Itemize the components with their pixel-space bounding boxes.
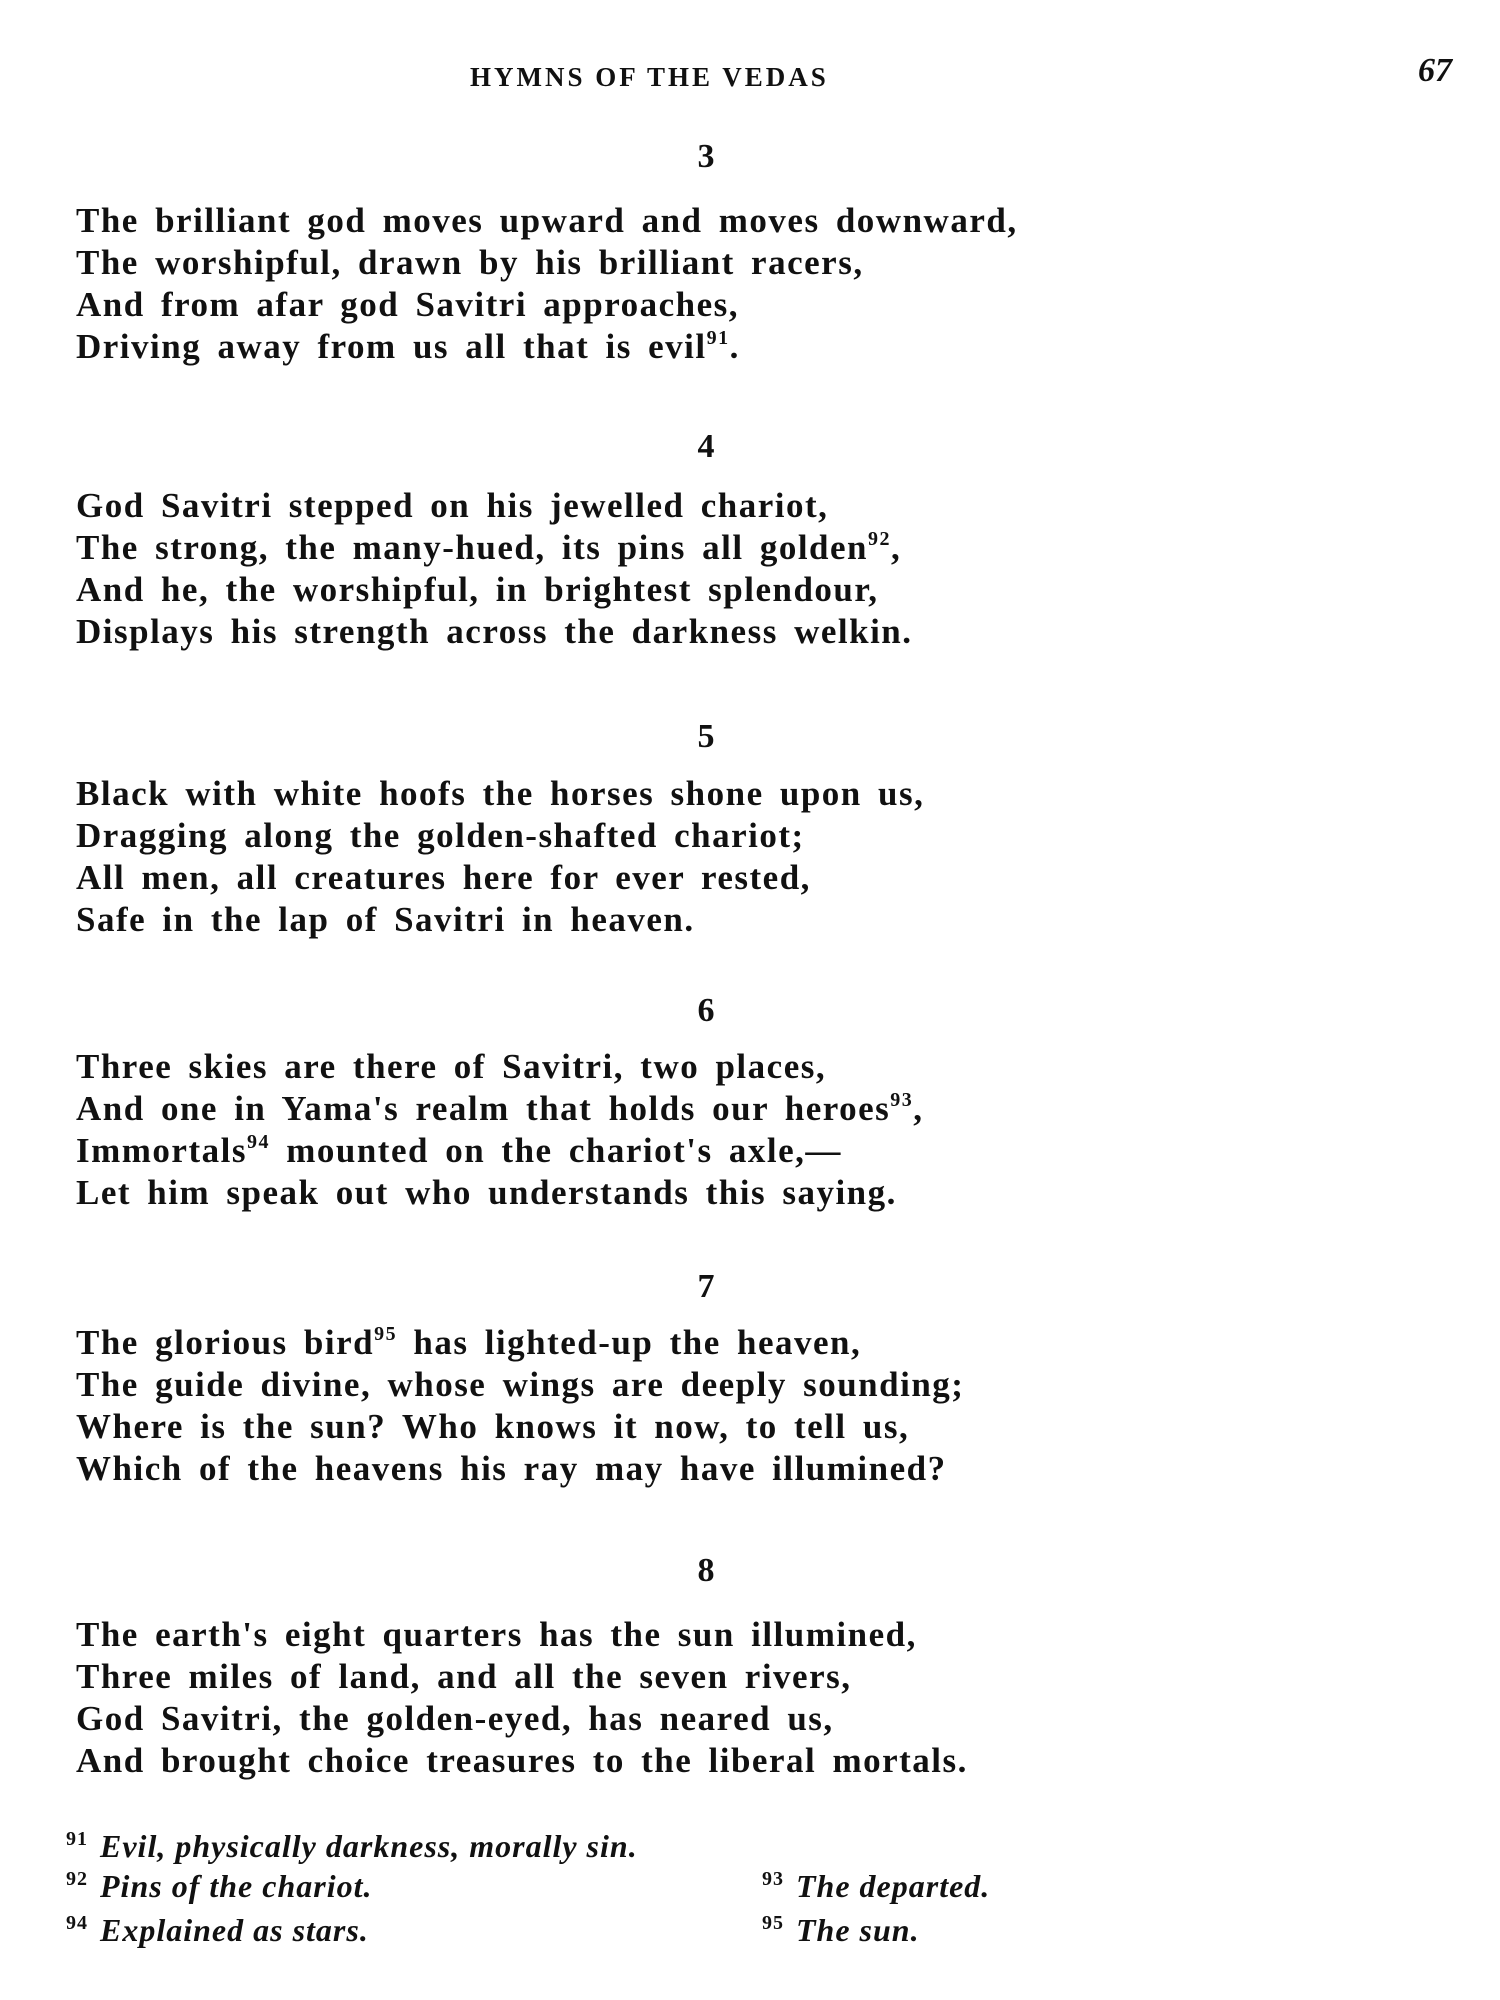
footnote-text: Evil, physically darkness, morally sin. <box>100 1828 638 1864</box>
verse-line: The strong, the many-hued, its pins all golden$^{92}$, <box>76 528 902 567</box>
verse-line: Three miles of land, and all the seven rivers, <box>76 1657 852 1696</box>
verse-line: The guide divine, whose wings are deeply sounding; <box>76 1365 965 1404</box>
verse-line: Where is the sun? Who knows it now, to tell us, <box>76 1407 910 1446</box>
verse-line: And he, the worshipful, in brightest splendour, <box>76 570 879 609</box>
verse-line: Which of the heavens his ray may have illumined? <box>76 1449 947 1488</box>
stanza-number: 8 <box>697 1552 715 1589</box>
footnote-mark: 95 <box>762 1912 784 1934</box>
verse-line: And brought choice treasures to the liberal mortals. <box>76 1741 968 1780</box>
footnote-text: The sun. <box>796 1912 920 1948</box>
verse-line: Three skies are there of Savitri, two places, <box>76 1047 827 1086</box>
stanza-number: 6 <box>697 992 715 1029</box>
footnote-ref[interactable]: 92 <box>868 528 892 550</box>
verse-line: All men, all creatures here for ever rested, <box>76 858 811 897</box>
verse-line: The earth's eight quarters has the sun illumined, <box>76 1615 917 1654</box>
verse-line: The brilliant god moves upward and moves downward, <box>76 201 1018 240</box>
footnote-ref[interactable]: 91 <box>706 327 730 349</box>
verse-line: The glorious bird$^{95}$ has lighted-up the heaven, <box>76 1323 862 1362</box>
verse-line: And from afar god Savitri approaches, <box>76 285 740 324</box>
page-number: 67 <box>1418 52 1452 89</box>
stanza-number: 3 <box>697 138 715 175</box>
footnote-text: The departed. <box>796 1868 991 1904</box>
stanza-number: 7 <box>697 1268 715 1305</box>
verse-line: God Savitri, the golden-eyed, has neared us, <box>76 1699 834 1738</box>
footnote-mark: 92 <box>66 1868 88 1890</box>
verse-line: Safe in the lap of Savitri in heaven. <box>76 900 695 939</box>
footnote-ref[interactable]: 94 <box>246 1131 270 1153</box>
footnote <box>66 1868 372 1905</box>
footnote-ref[interactable]: 95 <box>374 1323 398 1345</box>
footnote-mark: 91 <box>66 1828 88 1850</box>
footnote <box>66 1912 369 1949</box>
verse-line: The worshipful, drawn by his brilliant racers, <box>76 243 864 282</box>
footnote-text: Pins of the chariot. <box>100 1868 373 1904</box>
footnote-text: Explained as stars. <box>100 1912 369 1948</box>
verse-line: Let him speak out who understands this saying. <box>76 1173 897 1212</box>
verse-line: Black with white hoofs the horses shone upon us, <box>76 774 925 813</box>
footnote-mark: 94 <box>66 1912 88 1934</box>
verse-line: Dragging along the golden-shafted chariot; <box>76 816 805 855</box>
verse-line: God Savitri stepped on his jewelled chariot, <box>76 486 829 525</box>
footnote <box>66 1828 638 1865</box>
verse-line: Driving away from us all that is evil$^{91}$. <box>76 327 740 366</box>
footnote-ref[interactable]: 93 <box>890 1089 914 1111</box>
verse-line: And one in Yama's realm that holds our heroes$^{93}$, <box>76 1089 924 1128</box>
stanza-number: 4 <box>697 428 715 465</box>
verse-line: Immortals$^{94}$ mounted on the chariot's axle,— <box>76 1131 842 1170</box>
footnote <box>762 1912 920 1949</box>
verse-line: Displays his strength across the darkness welkin. <box>76 612 913 651</box>
footnote-mark: 93 <box>762 1868 784 1890</box>
stanza-number: 5 <box>697 718 715 755</box>
running-head: HYMNS OF THE VEDAS <box>470 62 829 92</box>
footnote <box>762 1868 990 1905</box>
